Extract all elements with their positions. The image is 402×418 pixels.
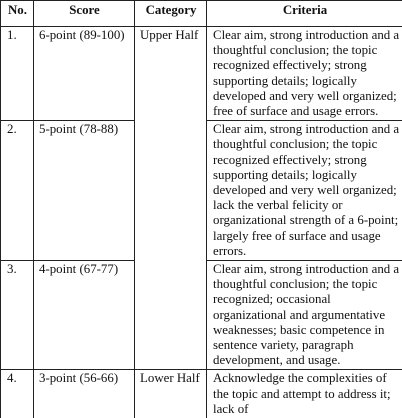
header-no: No. xyxy=(1,1,34,27)
table-row xyxy=(1,27,402,121)
criteria-cell: Clear aim, strong introduction and a thoughtful conclusion; the topic recognized effectively; strong supporting details; logically developed and very well organized; lack the verbal felicity or organizational strength of a 6-point; largely free of surface and usage errors. xyxy=(207,121,402,261)
table-row xyxy=(1,370,402,418)
row-number: 3. xyxy=(1,261,34,370)
row-number: 4. xyxy=(1,370,34,418)
category-cell-upper: Upper Half xyxy=(135,27,207,370)
category-cell-lower: Lower Half xyxy=(135,370,207,418)
table-header-row xyxy=(1,1,402,27)
score-cell: 6-point (89-100) xyxy=(34,27,135,121)
score-cell: 3-point (56-66) xyxy=(34,370,135,418)
row-number: 2. xyxy=(1,121,34,261)
header-category: Category xyxy=(135,1,207,27)
criteria-cell: Acknowledge the complexities of the topic and attempt to address it; lack of xyxy=(207,370,402,418)
criteria-cell: Clear aim, strong introduction and a thoughtful conclusion; the topic recognized; occasional organizational and argumentative weaknesses; basic competence in sentence variety, paragraph development, and usage. xyxy=(207,261,402,370)
header-criteria: Criteria xyxy=(207,1,402,27)
score-cell: 4-point (67-77) xyxy=(34,261,135,370)
score-cell: 5-point (78-88) xyxy=(34,121,135,261)
criteria-cell: Clear aim, strong introduction and a thoughtful conclusion; the topic recognized effectively; strong supporting details; logically developed and very well organized; free of surface and usage errors. xyxy=(207,27,402,121)
row-number: 1. xyxy=(1,27,34,121)
header-score: Score xyxy=(34,1,135,27)
